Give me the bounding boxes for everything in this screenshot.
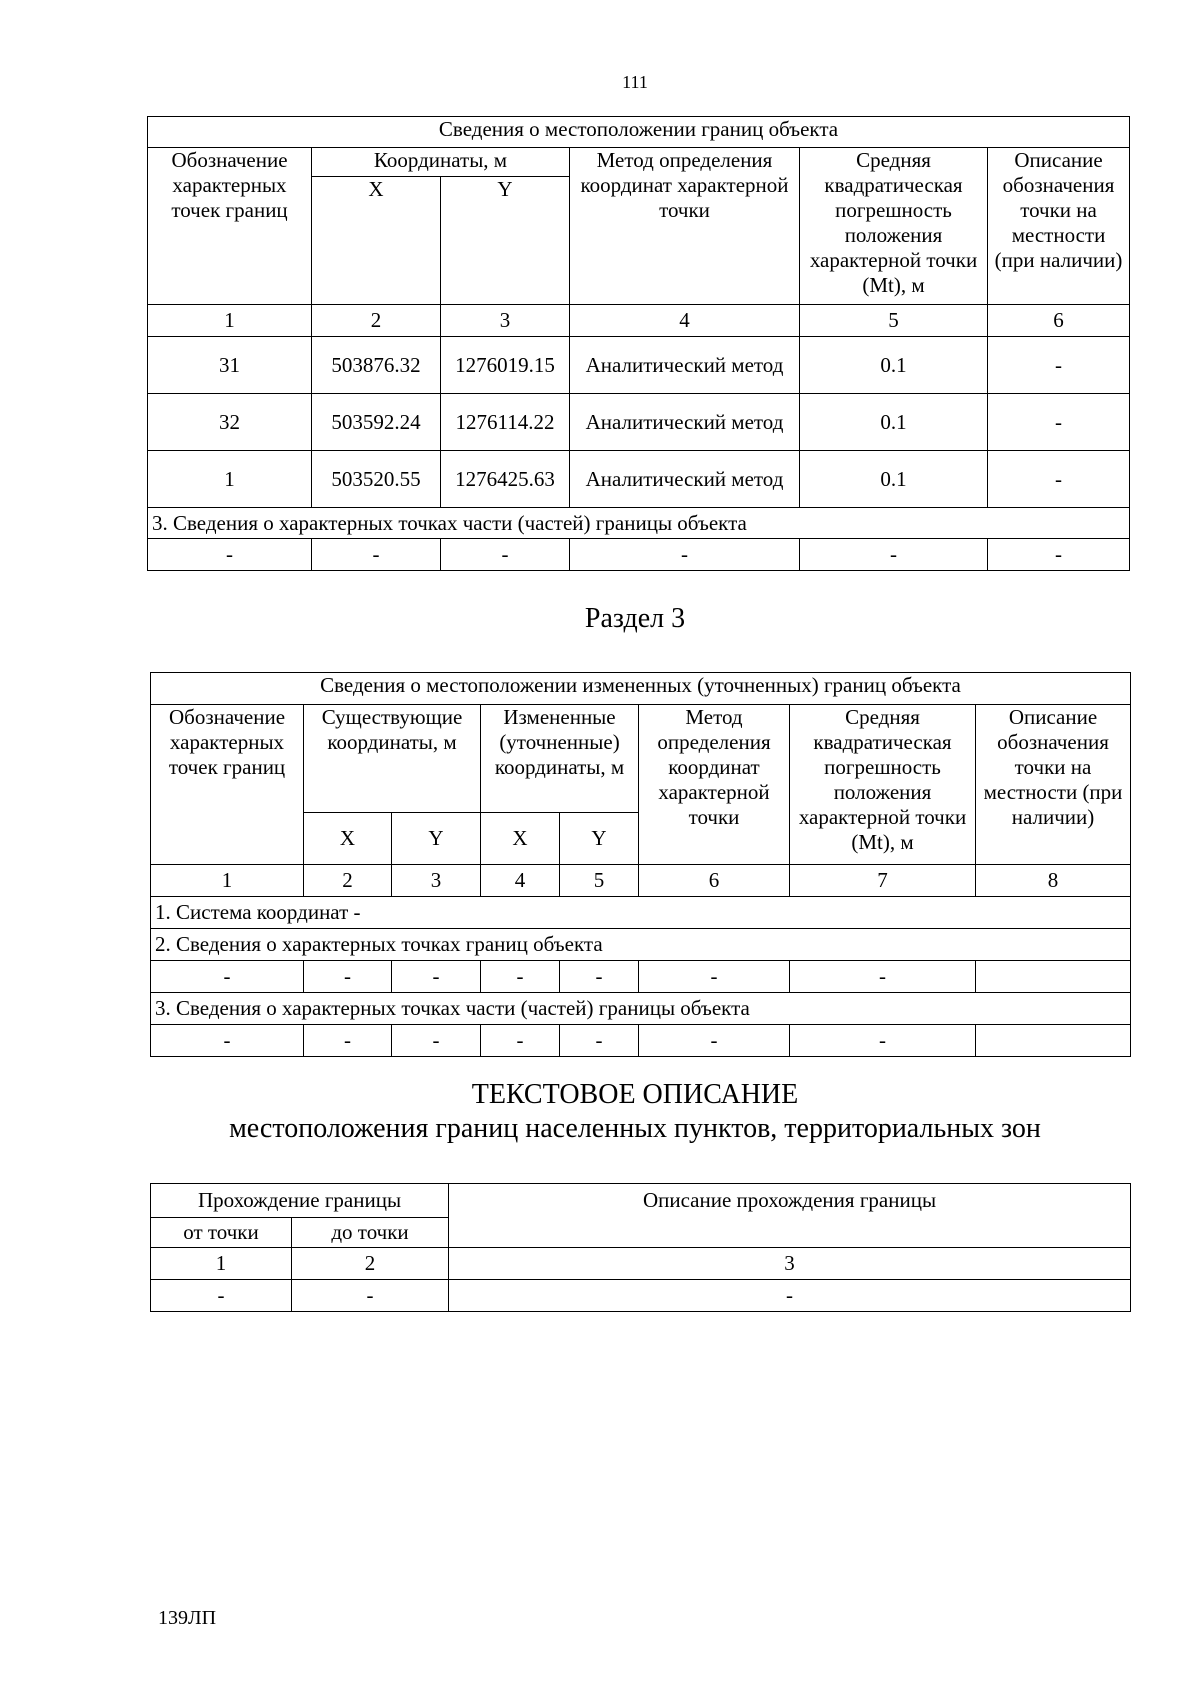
table-row: [148, 394, 1130, 451]
cell: -: [392, 1025, 481, 1057]
col-number: 1: [151, 1248, 292, 1280]
col-number: 5: [800, 305, 988, 337]
cell: -: [560, 1025, 639, 1057]
cell: 503592.24: [312, 394, 441, 451]
header-from-point: от точки: [151, 1218, 292, 1248]
text-description-title: ТЕКСТОВОЕ ОПИСАНИЕ: [471, 1079, 799, 1110]
section-title: Раздел 3: [584, 603, 686, 634]
cell: -: [151, 1280, 292, 1312]
cell: 0.1: [800, 394, 988, 451]
header-changed-coordinates: Измененные (уточненные) координаты, м: [481, 705, 639, 813]
cell: Аналитический метод: [570, 337, 800, 394]
cell: -: [481, 961, 560, 993]
col-number: 4: [570, 305, 800, 337]
cell: 1276019.15: [441, 337, 570, 394]
cell: 1276425.63: [441, 451, 570, 508]
col-number: 2: [292, 1248, 449, 1280]
col-number: 1: [151, 865, 304, 897]
cell: [976, 961, 1131, 993]
cell: -: [988, 337, 1130, 394]
table-row: [148, 337, 1130, 394]
cell: -: [304, 961, 392, 993]
header-x: X: [304, 813, 392, 865]
cell: 31: [148, 337, 312, 394]
section-label: 3. Сведения о характерных точках части (частей) границы объекта: [148, 508, 1130, 539]
cell: -: [441, 539, 570, 571]
header-description: Описание обозначения точки на местности (при наличии): [976, 705, 1131, 865]
table-title: Сведения о местоположении границ объекта: [148, 117, 1130, 148]
header-y: Y: [560, 813, 639, 865]
header-error: Средняя квадратическая погрешность положения характерной точки (Mt), м: [790, 705, 976, 865]
cell: [976, 1025, 1131, 1057]
cell: -: [449, 1280, 1131, 1312]
header-boundary-passage: Прохождение границы: [151, 1184, 449, 1218]
cell: -: [988, 394, 1130, 451]
table-row: [151, 961, 1131, 993]
col-number: 5: [560, 865, 639, 897]
header-y: Y: [441, 177, 570, 305]
col-number: 1: [148, 305, 312, 337]
header-y: Y: [392, 813, 481, 865]
text-description-subtitle: местоположения границ населенных пунктов, территориальных зон: [229, 1113, 1041, 1144]
header-error: Средняя квадратическая погрешность положения характерной точки (Mt), м: [800, 148, 988, 305]
col-number: 2: [312, 305, 441, 337]
header-x: X: [312, 177, 441, 305]
cell: -: [988, 451, 1130, 508]
cell: 0.1: [800, 451, 988, 508]
cell: 1276114.22: [441, 394, 570, 451]
col-number: 7: [790, 865, 976, 897]
col-number: 4: [481, 865, 560, 897]
col-number: 2: [304, 865, 392, 897]
cell: -: [304, 1025, 392, 1057]
cell: -: [292, 1280, 449, 1312]
cell: -: [790, 961, 976, 993]
header-passage-description: Описание прохождения границы: [449, 1184, 1131, 1248]
boundary-table: [147, 116, 1130, 571]
section-label: 1. Система координат -: [151, 897, 1131, 929]
col-number: 6: [988, 305, 1130, 337]
col-number: 3: [441, 305, 570, 337]
col-number: 8: [976, 865, 1131, 897]
col-number: 6: [639, 865, 790, 897]
col-number: 3: [449, 1248, 1131, 1280]
cell: 1: [148, 451, 312, 508]
cell: -: [151, 961, 304, 993]
table-row: [151, 1280, 1131, 1312]
cell: Аналитический метод: [570, 394, 800, 451]
cell: -: [639, 1025, 790, 1057]
cell: 503876.32: [312, 337, 441, 394]
table-row: [148, 451, 1130, 508]
cell: -: [148, 539, 312, 571]
cell: -: [790, 1025, 976, 1057]
cell: 32: [148, 394, 312, 451]
header-coordinates: Координаты, м: [312, 148, 570, 177]
page-number: 111: [622, 72, 648, 92]
cell: -: [560, 961, 639, 993]
cell: -: [988, 539, 1130, 571]
cell: Аналитический метод: [570, 451, 800, 508]
table-title: Сведения о местоположении измененных (уточненных) границ объекта: [151, 673, 1131, 705]
boundary-description-table: [150, 1183, 1131, 1312]
cell: -: [639, 961, 790, 993]
cell: 0.1: [800, 337, 988, 394]
footer-code: 139ЛП: [158, 1607, 217, 1629]
table-row: [148, 539, 1130, 571]
cell: -: [151, 1025, 304, 1057]
cell: -: [800, 539, 988, 571]
cell: -: [481, 1025, 560, 1057]
section-label: 3. Сведения о характерных точках части (частей) границы объекта: [151, 993, 1131, 1025]
cell: -: [312, 539, 441, 571]
section-label: 2. Сведения о характерных точках границ объекта: [151, 929, 1131, 961]
header-existing-coordinates: Существующие координаты, м: [304, 705, 481, 813]
cell: -: [570, 539, 800, 571]
header-point-designation: Обозначение характерных точек границ: [148, 148, 312, 305]
header-description: Описание обозначения точки на местности (при наличии): [988, 148, 1130, 305]
header-to-point: до точки: [292, 1218, 449, 1248]
cell: 503520.55: [312, 451, 441, 508]
header-point-designation: Обозначение характерных точек границ: [151, 705, 304, 865]
cell: -: [392, 961, 481, 993]
header-method: Метод определения координат характерной точки: [639, 705, 790, 865]
col-number: 3: [392, 865, 481, 897]
table-row: [151, 1025, 1131, 1057]
changed-boundary-table: [150, 672, 1131, 1057]
header-method: Метод определения координат характерной точки: [570, 148, 800, 305]
header-x: X: [481, 813, 560, 865]
